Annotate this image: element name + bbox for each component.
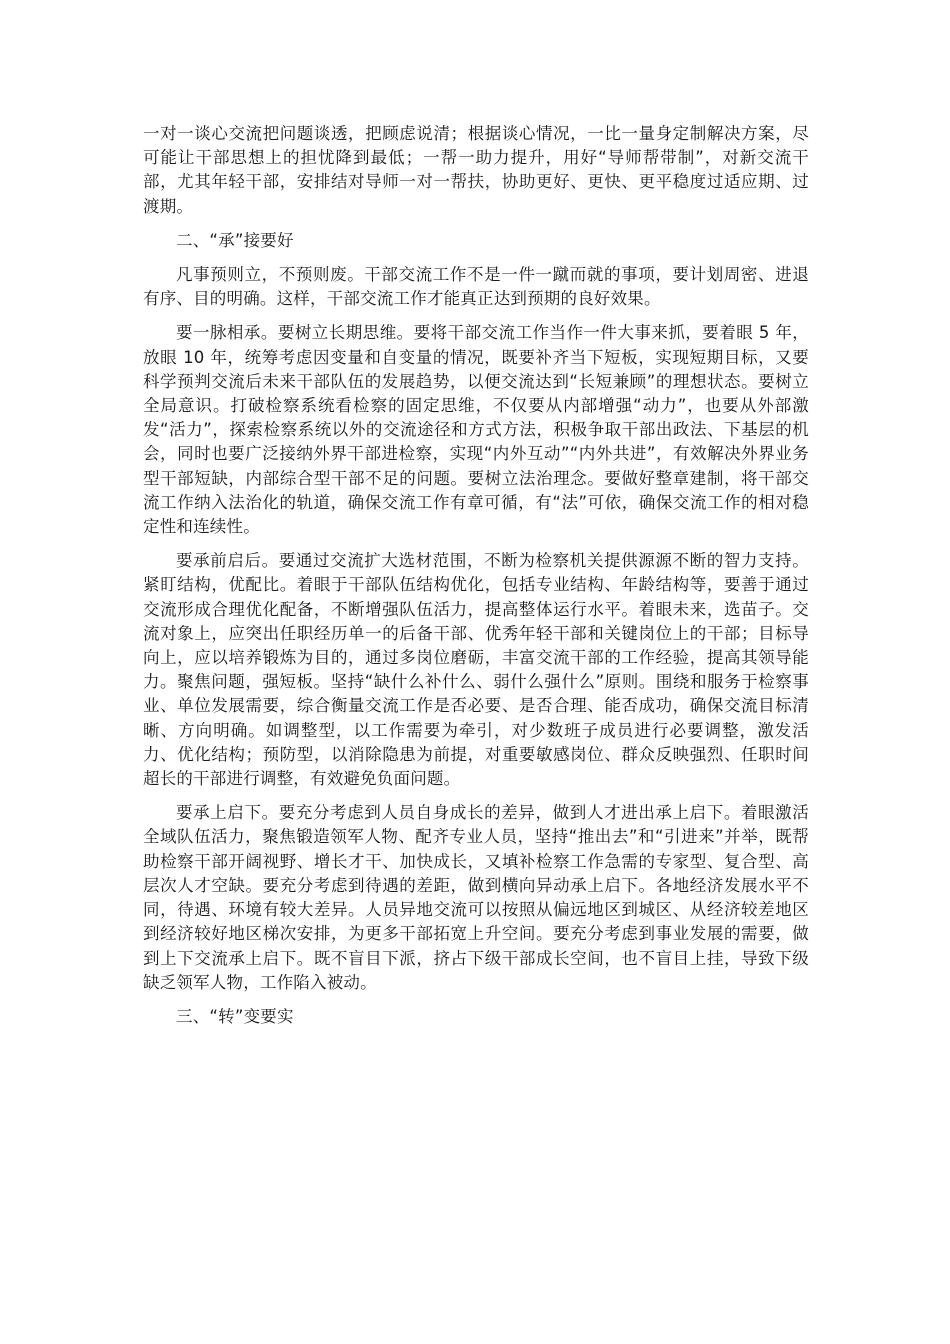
- paragraph-succession: 要承前启后。要通过交流扩大选材范围，不断为检察机关提供源源不断的智力支持。紧盯结构，优配比。着眼于干部队伍结构优化，包括专业结构、年龄结构等，要善于通过交流形成合理优化配备，不断增强队伍活力，提高整体运行水平。着眼未来，选苗子。交流对象上，应突出任职经历单一的后备干部、优秀年轻干部和关键岗位上的干部；目标导向上，应以培养锻炼为目的，通过多岗位磨砺，丰富交流干部的工作经验，提高其领导能力。聚焦问题，强短板。坚持“缺什么补什么、弱什么强什么”原则。围绕和服务于检察事业、单位发展需要，综合衡量交流工作是否必要、是否合理、能否成功，确保交流目标清晰、方向明确。如调整型，以工作需要为牵引，对少数班子成员进行必要调整，激发活力、优化结构；预防型，以消除隐患为前提，对重要敏感岗位、群众反映强烈、任职时间超长的干部进行调整，有效避免负面问题。: [143, 551, 809, 789]
- section-heading-3: 三、“转”变要实: [176, 1006, 294, 1026]
- document-page: [143, 122, 809, 1039]
- paragraph-planning: 凡事预则立，不预则废。干部交流工作不是一件一蹴而就的事项，要计划周密、进退有序、目的明确。这样，干部交流工作才能真正达到预期的良好效果。: [143, 265, 809, 309]
- paragraph-hierarchy: 要承上启下。要充分考虑到人员自身成长的差异，做到人才进出承上启下。着眼激活全域队伍活力，聚焦锻造领军人物、配齐专业人员，坚持“推出去”和“引进来”并举，既帮助检察干部开阔视野、增长才干、加快成长，又填补检察工作急需的专家型、复合型、高层次人才空缺。要充分考虑到待遇的差距，做到横向异动承上启下。各地经济发展水平不同，待遇、环境有较大差异。人员异地交流可以按照从偏远地区到城区、从经济较差地区到经济较好地区梯次安排，为更多干部拓宽上升空间。要充分考虑到事业发展的需要，做到上下交流承上启下。既不盲目下派，挤占下级干部成长空间，也不盲目上挂，导致下级缺乏领军人物，工作陷入被动。: [143, 803, 809, 992]
- section-heading-2: 二、“承”接要好: [176, 230, 294, 250]
- paragraph-intro-continuation: 一对一谈心交流把问题谈透，把顾虑说清；根据谈心情况，一比一量身定制解决方案，尽可能让干部思想上的担忧降到最低；一帮一助力提升，用好“导师帮带制”，对新交流干部，尤其年轻干部，安排结对导师一对一帮扶，协助更好、更快、更平稳度过适应期、过渡期。: [143, 124, 809, 216]
- paragraph-continuity: 要一脉相承。要树立长期思维。要将干部交流工作当作一件大事来抓，要着眼 5 年，放眼 10 年，统筹考虑因变量和自变量的情况，既要补齐当下短板，实现短期目标，又要科学预判交流后未来干部队伍的发展趋势，以便交流达到“长短兼顾”的理想状态。要树立全局意识。打破检察系统看检察的固定思维，不仅要从内部增强“动力”，也要从外部激发“活力”，探索检察系统以外的交流途径和方式方法，积极争取干部出政法、下基层的机会，同时也要广泛接纳外界干部进检察，实现“内外互动”“内外共进”，有效解决外界业务型干部短缺，内部综合型干部不足的问题。要树立法治理念。要做好整章建制，将干部交流工作纳入法治化的轨道，确保交流工作有章可循，有“法”可依，确保交流工作的相对稳定性和连续性。: [143, 323, 809, 537]
